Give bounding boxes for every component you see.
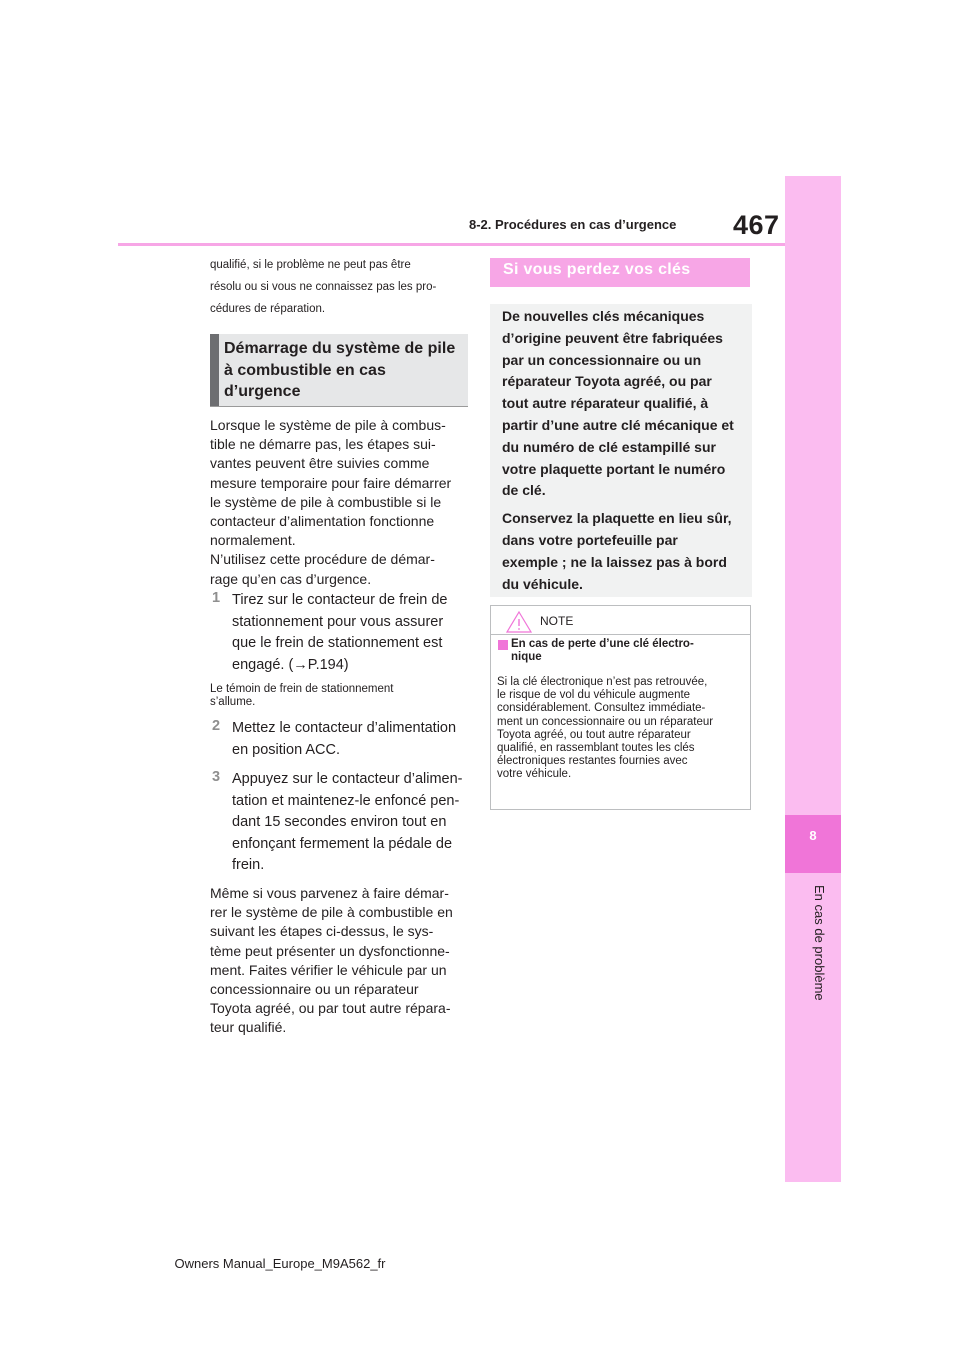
chapter-label: En cas de problème [812, 885, 827, 1001]
text-line: Même si vous parvenez à faire démar- [210, 885, 449, 901]
info-text [502, 306, 750, 595]
text-line: électroniques restantes fournies avec [497, 755, 688, 768]
page-reference: engagé. (→P.194) [232, 656, 349, 673]
note-divider [491, 634, 750, 635]
text-line: du véhicule. [502, 575, 583, 592]
text-line: nique [511, 651, 542, 663]
text-line: exemple ; ne la laissez pas à bord [502, 553, 727, 570]
section-heading [224, 338, 464, 403]
text-line: tible ne démarre pas, les étapes sui- [210, 436, 436, 453]
text-line: Lorsque le système de pile à combus- [210, 417, 446, 433]
text-line: réparateur Toyota agréé, ou par [502, 373, 712, 390]
heading-line: d’urgence [224, 383, 301, 400]
footer [0, 1256, 960, 1271]
text-line: Toyota agréé, ou par tout autre répara- [210, 1000, 451, 1017]
page-number: 467 [733, 210, 780, 240]
text-line: de clé. [502, 482, 546, 499]
text-line: du numéro de clé estampillé sur [502, 438, 716, 455]
text-line: De nouvelles clés mécaniques [502, 308, 705, 324]
text-line: tème peut présenter un dysfonctionne- [210, 942, 450, 959]
text-line: cédures de réparation. [210, 303, 326, 315]
text-line: ment un concessionnaire ou un réparateur [497, 715, 714, 728]
text-line: votre plaquette portant le numéro [502, 460, 726, 477]
text-line: enfonçant fermement la pédale de [232, 835, 453, 852]
text-line: que le frein de stationnement est [232, 635, 443, 651]
heading-line: à combustible en cas [224, 361, 386, 379]
section-title-bar [490, 258, 750, 287]
note-subtitle [511, 638, 741, 664]
text-line: rer le système de pile à combustible en [210, 904, 453, 921]
text-line: stationnement pour vous assurer [232, 613, 444, 630]
step-note [210, 683, 472, 708]
chapter-side-tab [785, 176, 841, 1182]
text-line: Si la clé électronique n’est pas retrouvée, [497, 676, 708, 688]
section-title: Si vous perdez vos clés [503, 261, 691, 278]
text-line: teur qualifié. [210, 1019, 287, 1036]
text-line: en position ACC. [232, 741, 341, 758]
intro-paragraph [210, 254, 470, 320]
text-line: le risque de vol du véhicule augmente [497, 689, 691, 702]
step-text [232, 718, 472, 761]
note-box [490, 605, 751, 810]
chapter-tab-marker [785, 815, 841, 873]
text-line: vantes peuvent être suivies comme [210, 455, 430, 472]
step-number: 3 [212, 769, 221, 785]
body-paragraph [210, 884, 472, 1038]
note-body [497, 676, 747, 782]
text-line: normalement. [210, 532, 296, 549]
step-number: 2 [212, 718, 221, 734]
step-text [232, 590, 472, 676]
step-number: 1 [212, 590, 221, 606]
text-line: qualifié, en rassemblant toutes les clés [497, 742, 695, 755]
text-line: Le témoin de frein de stationnement [210, 683, 394, 695]
text-line: contacteur d’alimentation fonctionne [210, 513, 435, 530]
heading-line: Démarrage du système de pile [224, 340, 456, 357]
text-line: considérablement. Consultez immédiate- [497, 702, 706, 715]
text-line: rage qu’en cas d’urgence. [210, 570, 372, 587]
text-line: Conservez la plaquette en lieu sûr, [502, 510, 732, 527]
square-bullet-icon [498, 640, 508, 650]
text-line: résolu ou si vous ne connaissez pas les pro- [210, 281, 437, 293]
step-text [232, 769, 472, 877]
info-box [490, 304, 752, 597]
text-line: Toyota agréé, ou tout autre réparateur [497, 728, 691, 741]
text-line: s’allume. [210, 695, 256, 708]
text-line: mesure temporaire pour faire démarrer [210, 474, 452, 491]
text-line: d’origine peuvent être fabriquées [502, 329, 723, 346]
text-line: ment. Faites vérifier le véhicule par un [210, 961, 447, 978]
text-line: le système de pile à combustible si le [210, 493, 442, 510]
body-paragraph [210, 416, 472, 589]
text-line: tout autre réparateur qualifié, à [502, 395, 709, 412]
text-line: frein. [232, 857, 265, 873]
text-line: partir d’une autre clé mécanique et [502, 416, 734, 433]
section-heading-box [210, 334, 468, 407]
text-line: Tirez sur le contacteur de frein de [232, 592, 448, 608]
text-line: Mettez le contacteur d’alimentation [232, 720, 457, 736]
text-line: tation et maintenez-le enfoncé pen- [232, 792, 460, 809]
text-line: par un concessionnaire ou un [502, 351, 702, 368]
note-title: NOTE [540, 614, 574, 628]
text-line: qualifié, si le problème ne peut pas être [210, 259, 411, 271]
text-line: N’utilisez cette procédure de démar- [210, 551, 435, 568]
text-line: dant 15 secondes environ tout en [232, 814, 447, 830]
heading-accent-bar [210, 334, 219, 406]
section-title: 8-2. Procédures en cas d’urgence [469, 217, 677, 232]
text-line: votre véhicule. [497, 768, 572, 781]
footer-text: Owners Manual_Europe_M9A562_fr [174, 1256, 386, 1271]
header-rule [118, 243, 785, 246]
chapter-number: 8 [809, 828, 817, 843]
text-line: En cas de perte d’une clé électro- [511, 638, 694, 650]
text-line: Appuyez sur le contacteur d’alimen- [232, 771, 463, 787]
text-line: concessionnaire ou un réparateur [210, 981, 419, 998]
text-line: suivant les étapes ci-dessus, le sys- [210, 923, 434, 940]
text-line: dans votre portefeuille par [502, 531, 678, 548]
